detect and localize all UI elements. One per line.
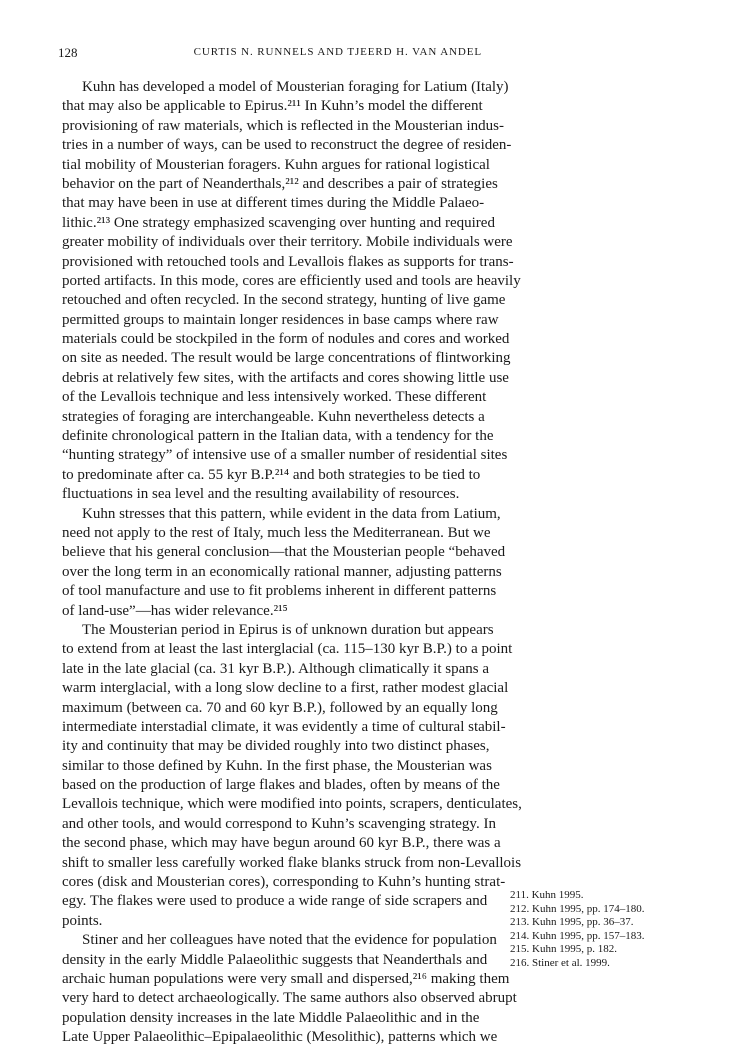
text-line: permitted groups to maintain longer residences in base camps where raw [62, 311, 499, 328]
text-line: “hunting strategy” of intensive use of a smaller number of residential sites [62, 447, 508, 464]
text-line: maximum (between ca. 70 and 60 kyr B.P.), followed by an equally long [62, 699, 498, 716]
text-line: of tool manufacture and use to fit problems inherent in different patterns [62, 583, 497, 600]
text-line: debris at relatively few sites, with the artifacts and cores showing little use [62, 369, 509, 386]
footnotes [510, 889, 710, 971]
text-line: retouched and often recycled. In the second strategy, hunting of live game [62, 292, 506, 309]
text-line: Late Upper Palaeolithic–Epipalaeolithic (Mesolithic), patterns which we [62, 1029, 498, 1046]
text-line: tial mobility of Mousterian foragers. Kuhn argues for rational logistical [62, 156, 490, 173]
text-line: ity and continuity that may be divided roughly into two distinct phases, [62, 738, 490, 755]
text-line: greater mobility of individuals over their territory. Mobile individuals were [62, 234, 513, 251]
page-number: 128 [58, 45, 78, 60]
text-line: of land-use”—has wider relevance.²¹⁵ [62, 602, 288, 619]
paragraph-p4 [62, 931, 517, 1047]
text-line: need not apply to the rest of Italy, much less the Mediterranean. But we [62, 524, 491, 541]
text-line: materials could be stockpiled in the form of nodules and cores and worked [62, 331, 510, 348]
footnote: 216. Stiner et al. 1999. [510, 956, 610, 969]
body-text [62, 78, 522, 1048]
text-line: ported artifacts. In this mode, cores are efficiently used and tools are heavily [62, 272, 521, 289]
paragraph-p3 [62, 621, 522, 931]
text-line: tries in a number of ways, can be used to reconstruct the degree of residen- [62, 137, 512, 154]
footnote: 215. Kuhn 1995, p. 182. [510, 943, 617, 956]
text-line: definite chronological pattern in the Italian data, with a tendency for the [62, 428, 494, 445]
text-line: lithic.²¹³ One strategy emphasized scavenging over hunting and required [62, 214, 495, 231]
footnote: 214. Kuhn 1995, pp. 157–183. [510, 929, 645, 942]
text-line: Kuhn stresses that this pattern, while evident in the data from Latium, [82, 505, 501, 522]
text-line: fluctuations in sea level and the resulting availability of resources. [62, 486, 460, 503]
paragraph-p1 [62, 78, 521, 505]
text-line: intermediate interstadial climate, it was evidently a time of cultural stabil- [62, 718, 506, 735]
text-line: Stiner and her colleagues have noted that the evidence for population [82, 932, 497, 949]
text-line: on site as needed. The result would be large concentrations of flintworking [62, 350, 511, 367]
paragraph-p2 [62, 505, 506, 621]
text-line: and other tools, and would correspond to Kuhn’s scavenging strategy. In [62, 815, 496, 832]
running-head-authors: CURTIS N. RUNNELS AND TJEERD H. VAN ANDEL [193, 46, 482, 58]
text-line: over the long term in an economically rational manner, adjusting patterns [62, 563, 502, 580]
text-line: density in the early Middle Palaeolithic suggests that Neanderthals and [62, 951, 488, 968]
footnote: 213. Kuhn 1995, pp. 36–37. [510, 916, 634, 929]
text-line: of the Levallois technique and less intensively worked. These different [62, 389, 487, 406]
text-line: provisioned with retouched tools and Levallois flakes as supports for trans- [62, 253, 514, 270]
text-line: egy. The flakes were used to produce a wide range of side scrapers and [62, 893, 488, 910]
text-line: that may also be applicable to Epirus.²¹¹ In Kuhn’s model the different [62, 98, 483, 115]
text-line: the second phase, which may have begun around 60 kyr B.P., there was a [62, 835, 501, 852]
text-line: The Mousterian period in Epirus is of unknown duration but appears [82, 621, 494, 638]
text-line: behavior on the part of Neanderthals,²¹² and describes a pair of strategies [62, 175, 498, 192]
text-line: to extend from at least the last interglacial (ca. 115–130 kyr B.P.) to a point [62, 641, 513, 658]
text-line: Levallois technique, which were modified into points, scrapers, denticulates, [62, 796, 522, 813]
text-line: to predominate after ca. 55 kyr B.P.²¹⁴ and both strategies to be tied to [62, 466, 481, 483]
text-line: population density increases in the late Middle Palaeolithic and in the [62, 1009, 480, 1026]
text-line: points. [62, 912, 103, 929]
text-line: Kuhn has developed a model of Mousterian foraging for Latium (Italy) [82, 79, 509, 95]
text-line: based on the production of large flakes and blades, often by means of the [62, 777, 500, 794]
text-line: cores (disk and Mousterian cores), corresponding to Kuhn’s hunting strat- [62, 874, 506, 891]
text-line: shift to smaller less carefully worked flake blanks struck from non-Levallois [62, 854, 522, 871]
text-line: believe that his general conclusion—that the Mousterian people “behaved [62, 544, 506, 561]
text-line: that may have been in use at different times during the Middle Palaeo- [62, 195, 485, 212]
text-line: provisioning of raw materials, which is reflected in the Mousterian indus- [62, 117, 504, 134]
footnote: 211. Kuhn 1995. [510, 889, 584, 901]
text-line: very hard to detect archaeologically. The same authors also observed abrupt [62, 990, 517, 1007]
text-line: late in the late glacial (ca. 31 kyr B.P.). Although climatically it spans a [62, 660, 489, 677]
footnote: 212. Kuhn 1995, pp. 174–180. [510, 902, 645, 915]
text-line: warm interglacial, with a long slow decline to a first, rather modest glacial [62, 680, 509, 697]
text-line: similar to those defined by Kuhn. In the first phase, the Mousterian was [62, 757, 492, 774]
text-line: strategies of foraging are interchangeable. Kuhn nevertheless detects a [62, 408, 485, 425]
text-line: archaic human populations were very small and dispersed,²¹⁶ making them [62, 970, 510, 987]
